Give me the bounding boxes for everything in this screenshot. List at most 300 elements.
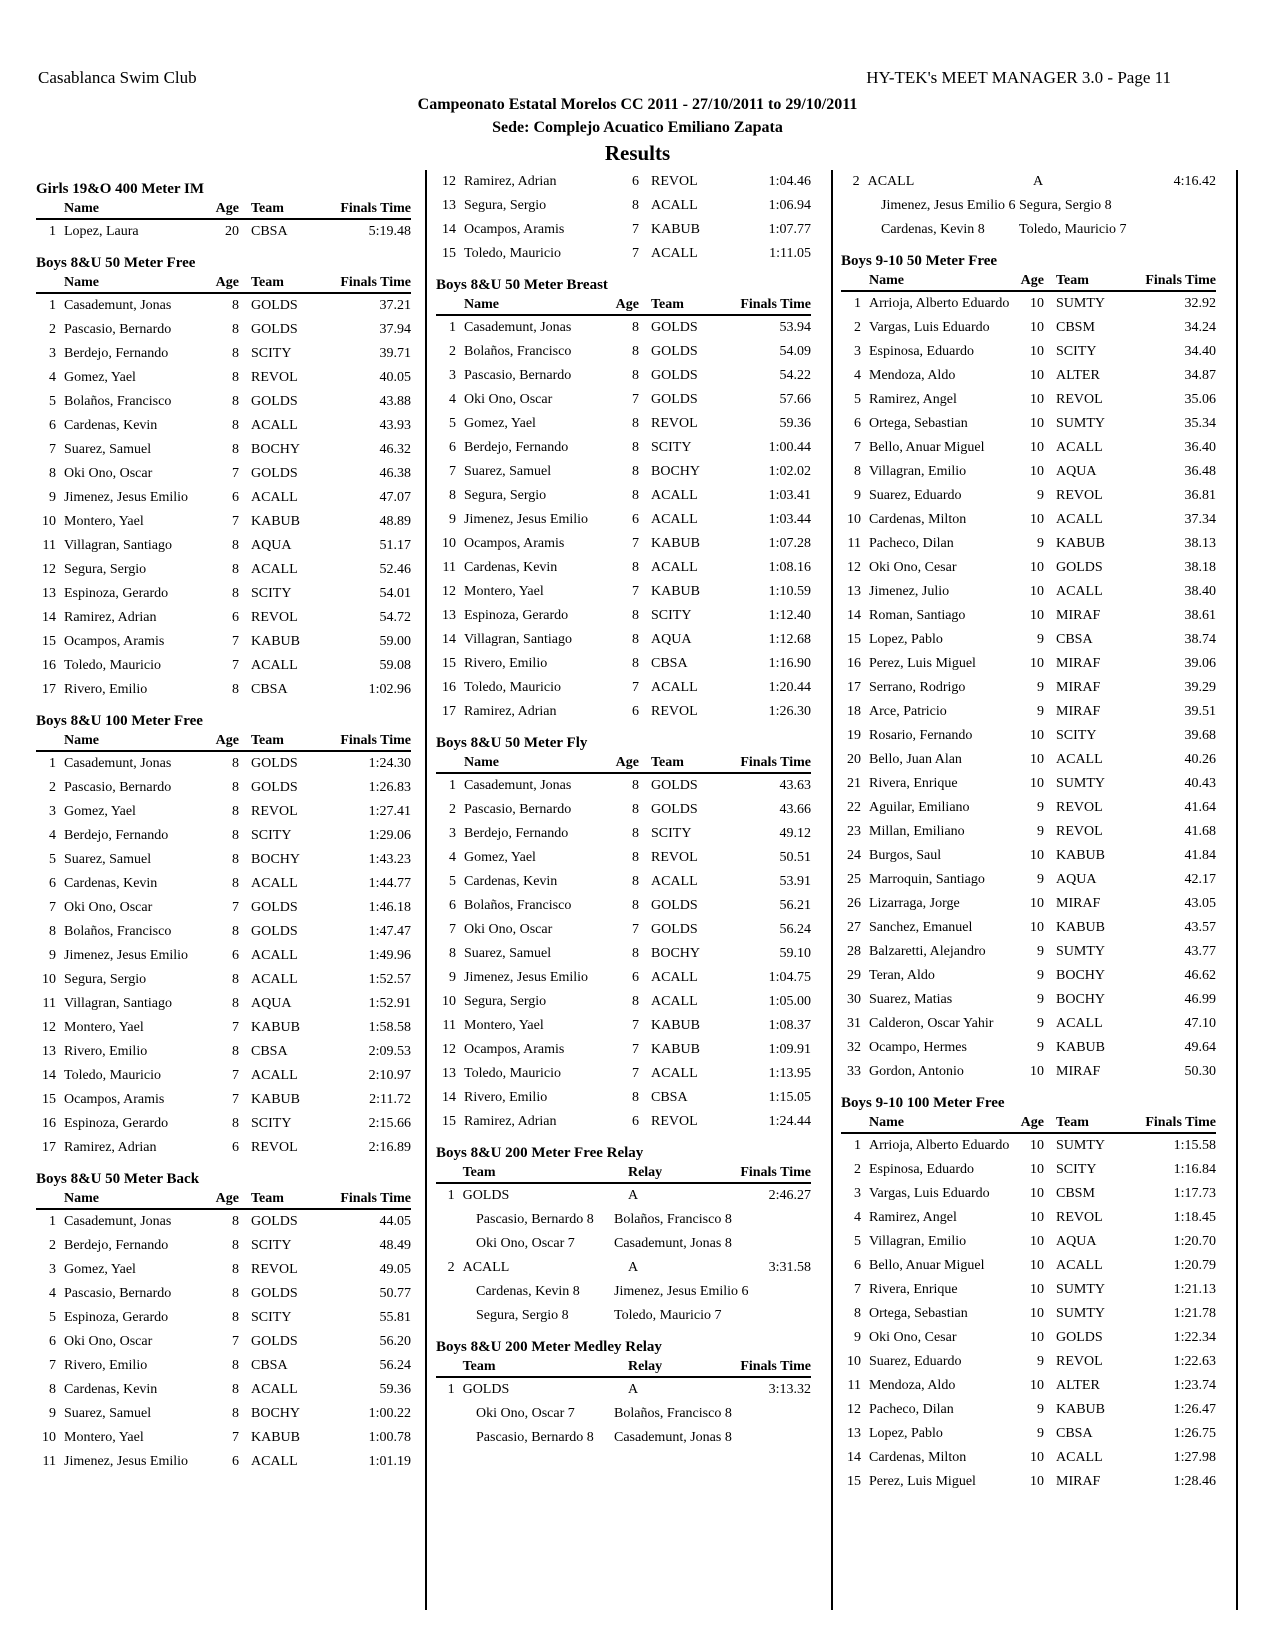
club-name: Casablanca Swim Club: [38, 68, 197, 87]
team-code: REVOL: [651, 416, 698, 431]
finals-time: 54.09: [779, 344, 811, 359]
place: 15: [442, 1114, 456, 1129]
swimmer-age: 7: [232, 1334, 239, 1349]
team-code: BOCHY: [251, 852, 301, 867]
team-code: ACALL: [1056, 440, 1103, 455]
swimmer-age: 7: [232, 900, 239, 915]
swimmer-age: 10: [1030, 728, 1044, 743]
team-code: REVOL: [1056, 824, 1103, 839]
place: 9: [449, 970, 456, 985]
header-relay: Relay: [627, 1165, 663, 1180]
swimmer-name: Lopez, Pablo: [869, 632, 943, 647]
place: 13: [847, 584, 861, 599]
swimmer-age: 20: [225, 224, 239, 239]
relay-team-name: ACALL: [867, 174, 915, 189]
header-age: Age: [1020, 1115, 1044, 1130]
place: 4: [449, 392, 456, 407]
place: 14: [42, 610, 56, 625]
place: 16: [42, 658, 56, 673]
finals-time: 1:08.16: [768, 560, 811, 575]
place: 14: [42, 1068, 56, 1083]
event-title: Girls 19&O 400 Meter IM: [36, 181, 205, 197]
swimmer-age: 8: [232, 1406, 239, 1421]
header-spacer: [841, 271, 869, 290]
swimmer-age: 10: [1030, 1138, 1044, 1153]
swimmer-name: Serrano, Rodrigo: [869, 680, 966, 695]
relay-letter: A: [627, 1188, 639, 1203]
finals-time: 56.21: [779, 898, 811, 913]
place: 2: [449, 344, 456, 359]
swimmer-age: 8: [232, 418, 239, 433]
swimmer-name: Suarez, Samuel: [64, 852, 152, 867]
team-code: ACALL: [651, 994, 698, 1009]
place: 1: [49, 1214, 56, 1229]
team-code: GOLDS: [251, 322, 298, 337]
header-age: Age: [615, 297, 639, 312]
swimmer-name: Ortega, Sebastian: [869, 416, 968, 431]
result-row: [36, 342, 411, 366]
result-row: [36, 1450, 411, 1474]
meet-title: Campeonato Estatal Morelos CC 2011 - 27/10/2011 to 29/10/2011: [417, 96, 858, 113]
meet-site: Sede: Complejo Acuatico Emiliano Zapata: [492, 119, 783, 136]
event-title: Boys 8&U 50 Meter Back: [36, 1171, 200, 1187]
relay-swimmer: Jimenez, Jesus Emilio 6: [881, 198, 1016, 213]
swimmer-age: 9: [1037, 800, 1044, 815]
swimmer-age: 10: [1030, 1306, 1044, 1321]
result-row: [841, 1012, 1216, 1036]
result-row: [841, 724, 1216, 748]
column-divider: [1236, 170, 1238, 1610]
swimmer-age: 8: [232, 1286, 239, 1301]
header-name: Name: [64, 1191, 99, 1206]
place: 4: [49, 828, 56, 843]
finals-time: 36.40: [1184, 440, 1216, 455]
swimmer-name: Villagran, Santiago: [64, 538, 173, 553]
result-row: [436, 460, 811, 484]
result-row: [436, 484, 811, 508]
finals-time: 1:16.84: [1173, 1162, 1216, 1177]
result-row: [841, 340, 1216, 364]
swimmer-age: 8: [232, 1214, 239, 1229]
swimmer-name: Espinosa, Eduardo: [869, 344, 974, 359]
swimmer-age: 7: [232, 514, 239, 529]
finals-time: 1:52.57: [368, 972, 411, 987]
result-row: [36, 896, 411, 920]
place: 6: [49, 1334, 56, 1349]
place: 8: [49, 466, 56, 481]
swimmer-age: 8: [632, 464, 639, 479]
result-row: [436, 942, 811, 966]
header-team: Team: [251, 275, 284, 290]
place: 16: [442, 680, 456, 695]
result-row: [841, 868, 1216, 892]
place: 4: [49, 370, 56, 385]
team-code: SCITY: [251, 1116, 292, 1131]
finals-time: 49.05: [379, 1262, 411, 1277]
finals-time: 43.57: [1184, 920, 1216, 935]
swimmer-age: 7: [632, 1066, 639, 1081]
finals-time: 37.34: [1184, 512, 1216, 527]
finals-time: 34.24: [1184, 320, 1216, 335]
result-row: [436, 676, 811, 700]
header-time: Finals Time: [340, 275, 411, 290]
swimmer-age: 8: [232, 996, 239, 1011]
swimmer-name: Montero, Yael: [64, 1430, 144, 1445]
team-code: ACALL: [651, 874, 698, 889]
place: 6: [49, 418, 56, 433]
team-code: MIRAF: [1056, 680, 1101, 695]
finals-time: 1:22.34: [1173, 1330, 1216, 1345]
column-divider: [425, 170, 427, 1610]
swimmer-name: Espinoza, Gerardo: [64, 1310, 169, 1325]
finals-time: 47.07: [379, 490, 411, 505]
place: 26: [847, 896, 861, 911]
result-row: [841, 292, 1216, 316]
place: 9: [49, 1406, 56, 1421]
swimmer-age: 6: [632, 1114, 639, 1129]
swimmer-age: 7: [632, 392, 639, 407]
swimmer-name: Rivero, Emilio: [464, 1090, 548, 1105]
swimmer-age: 6: [632, 704, 639, 719]
result-row: [36, 1282, 411, 1306]
result-row: [841, 988, 1216, 1012]
finals-time: 2:09.53: [368, 1044, 411, 1059]
team-code: CBSM: [1056, 320, 1095, 335]
swimmer-name: Aguilar, Emiliano: [869, 800, 970, 815]
place: 14: [847, 1450, 861, 1465]
swimmer-name: Segura, Sergio: [464, 488, 547, 503]
header-time: Finals Time: [340, 733, 411, 748]
event-block: [36, 712, 411, 1160]
header-name: Name: [64, 201, 99, 216]
place: 1: [447, 1188, 455, 1203]
header-spacer: [36, 731, 64, 750]
result-row: [36, 630, 411, 654]
result-row: [841, 844, 1216, 868]
result-row: [36, 1306, 411, 1330]
place: 9: [854, 1330, 861, 1345]
place: 2: [854, 1162, 861, 1177]
swimmer-name: Bello, Juan Alan: [869, 752, 962, 767]
swimmer-age: 8: [232, 972, 239, 987]
swimmer-age: 9: [1037, 1040, 1044, 1055]
result-row: [841, 1230, 1216, 1254]
finals-time: 43.66: [779, 802, 811, 817]
header-time: Finals Time: [340, 201, 411, 216]
place: 15: [442, 656, 456, 671]
relay-swimmer: Pascasio, Bernardo 8: [476, 1212, 594, 1227]
team-code: SCITY: [651, 608, 692, 623]
swimmer-age: 8: [632, 560, 639, 575]
swimmer-age: 8: [232, 1262, 239, 1277]
finals-time: 1:11.05: [769, 246, 811, 261]
swimmer-age: 10: [1030, 1474, 1044, 1489]
team-code: ACALL: [651, 198, 698, 213]
place: 7: [49, 1358, 56, 1373]
swimmer-name: Oki Ono, Cesar: [869, 560, 957, 575]
result-row: [841, 628, 1216, 652]
swimmer-name: Vargas, Luis Eduardo: [869, 1186, 990, 1201]
swimmer-name: Montero, Yael: [64, 1020, 144, 1035]
result-row: [436, 870, 811, 894]
team-code: SCITY: [1056, 728, 1097, 743]
swimmer-name: Pascasio, Bernardo: [64, 780, 172, 795]
swimmer-age: 10: [1030, 608, 1044, 623]
finals-time: 39.68: [1184, 728, 1216, 743]
swimmer-age: 6: [632, 174, 639, 189]
result-row: [36, 1234, 411, 1258]
swimmer-age: 10: [1030, 1186, 1044, 1201]
result-row: [841, 916, 1216, 940]
team-code: ALTER: [1056, 368, 1100, 383]
swimmer-age: 7: [232, 1430, 239, 1445]
header-name: Name: [464, 297, 499, 312]
swimmer-name: Rivero, Emilio: [64, 1358, 148, 1373]
team-code: SCITY: [651, 440, 692, 455]
event-title: Boys 8&U 200 Meter Free Relay: [436, 1145, 644, 1161]
finals-time: 44.05: [379, 1214, 411, 1229]
team-code: ALTER: [1056, 1378, 1100, 1393]
team-code: AQUA: [251, 996, 292, 1011]
table-header: [36, 199, 411, 220]
place: 20: [847, 752, 861, 767]
swimmer-name: Lopez, Laura: [64, 224, 139, 239]
table-header: [436, 753, 811, 774]
swimmer-age: 8: [632, 1090, 639, 1105]
swimmer-name: Gordon, Antonio: [869, 1064, 964, 1079]
header-team: Team: [251, 1191, 284, 1206]
result-row: [841, 892, 1216, 916]
place: 11: [442, 1018, 456, 1033]
place: 16: [42, 1116, 56, 1131]
swimmer-age: 9: [1037, 704, 1044, 719]
swimmer-name: Bolaños, Francisco: [464, 898, 572, 913]
team-code: ACALL: [1056, 584, 1103, 599]
relay-swimmer: Pascasio, Bernardo 8: [476, 1430, 594, 1445]
finals-time: 55.81: [379, 1310, 411, 1325]
place: 10: [42, 972, 56, 987]
swimmer-name: Pascasio, Bernardo: [64, 1286, 172, 1301]
place: 9: [49, 490, 56, 505]
result-row: [841, 388, 1216, 412]
relay-swimmer: Casademunt, Jonas 8: [614, 1430, 732, 1445]
team-code: GOLDS: [651, 778, 698, 793]
finals-time: 1:02.02: [768, 464, 811, 479]
place: 8: [49, 924, 56, 939]
finals-time: 50.77: [379, 1286, 411, 1301]
finals-time: 1:22.63: [1173, 1354, 1216, 1369]
header-spacer: [436, 1163, 463, 1182]
result-row: [436, 798, 811, 822]
place: 10: [42, 1430, 56, 1445]
finals-time: 1:20.44: [768, 680, 811, 695]
swimmer-name: Gomez, Yael: [464, 416, 536, 431]
swimmer-name: Rivero, Emilio: [64, 1044, 148, 1059]
swimmer-age: 6: [232, 490, 239, 505]
team-code: GOLDS: [251, 1286, 298, 1301]
relay-swimmer: Oki Ono, Oscar 7: [476, 1406, 575, 1421]
finals-time: 1:12.40: [768, 608, 811, 623]
result-row: [36, 968, 411, 992]
result-row: [36, 606, 411, 630]
swimmer-age: 8: [632, 778, 639, 793]
swimmer-name: Vargas, Luis Eduardo: [869, 320, 990, 335]
event-title: Boys 9-10 50 Meter Free: [841, 253, 998, 269]
finals-time: 34.87: [1184, 368, 1216, 383]
place: 10: [442, 536, 456, 551]
result-row: [841, 964, 1216, 988]
swimmer-age: 7: [232, 658, 239, 673]
place: 12: [847, 560, 861, 575]
place: 6: [854, 1258, 861, 1273]
place: 15: [42, 1092, 56, 1107]
relay-row: [436, 1378, 811, 1402]
result-row: [36, 824, 411, 848]
team-code: REVOL: [251, 1262, 298, 1277]
place: 6: [49, 876, 56, 891]
swimmer-age: 9: [1037, 632, 1044, 647]
swimmer-name: Suarez, Samuel: [64, 1406, 152, 1421]
swimmer-name: Suarez, Matias: [869, 992, 953, 1007]
swimmer-name: Cardenas, Kevin: [64, 1382, 158, 1397]
event-title: Boys 9-10 100 Meter Free: [841, 1095, 1005, 1111]
team-code: KABUB: [651, 536, 701, 551]
finals-time: 50.30: [1184, 1064, 1216, 1079]
team-code: CBSA: [251, 224, 288, 239]
team-code: REVOL: [1056, 488, 1103, 503]
result-row: [36, 510, 411, 534]
swimmer-age: 8: [232, 394, 239, 409]
swimmer-age: 8: [232, 1116, 239, 1131]
place: 1: [447, 1382, 455, 1397]
swimmer-age: 10: [1030, 1064, 1044, 1079]
team-code: CBSA: [251, 1044, 288, 1059]
place: 8: [854, 1306, 861, 1321]
finals-time: 49.12: [779, 826, 811, 841]
swimmer-age: 10: [1030, 1330, 1044, 1345]
team-code: GOLDS: [651, 368, 698, 383]
swimmer-name: Ramirez, Adrian: [464, 174, 557, 189]
finals-time: 46.62: [1184, 968, 1216, 983]
place: 22: [847, 800, 861, 815]
place: 10: [847, 1354, 861, 1369]
team-code: KABUB: [651, 584, 701, 599]
place: 11: [442, 560, 456, 575]
header-team: Team: [651, 755, 684, 770]
swimmer-age: 8: [232, 562, 239, 577]
result-row: [841, 556, 1216, 580]
result-row: [841, 676, 1216, 700]
swimmer-name: Oki Ono, Oscar: [464, 392, 553, 407]
swimmer-age: 10: [1030, 1450, 1044, 1465]
team-code: CBSA: [251, 1358, 288, 1373]
place: 14: [442, 1090, 456, 1105]
swimmer-age: 6: [232, 948, 239, 963]
place: 12: [847, 1402, 861, 1417]
swimmer-name: Villagran, Emilio: [869, 1234, 967, 1249]
result-row: [436, 556, 811, 580]
finals-time: 36.48: [1184, 464, 1216, 479]
swimmer-name: Casademunt, Jonas: [64, 298, 172, 313]
finals-time: 1:44.77: [368, 876, 411, 891]
finals-time: 1:05.00: [768, 994, 811, 1009]
relay-swimmers-row: [436, 1280, 811, 1304]
finals-time: 43.63: [779, 778, 811, 793]
event-block: [36, 1170, 411, 1474]
finals-time: 57.66: [779, 392, 811, 407]
place: 12: [442, 174, 456, 189]
team-code: AQUA: [1056, 1234, 1097, 1249]
swimmer-name: Perez, Luis Miguel: [869, 656, 976, 671]
result-row: [841, 1302, 1216, 1326]
swimmer-age: 7: [632, 1042, 639, 1057]
team-code: ACALL: [1056, 1258, 1103, 1273]
swimmer-age: 8: [632, 440, 639, 455]
table-header: [436, 1357, 811, 1378]
place: 13: [42, 586, 56, 601]
place: 3: [49, 346, 56, 361]
header-team: Team: [1056, 1115, 1089, 1130]
finals-time: 38.74: [1184, 632, 1216, 647]
swimmer-age: 8: [232, 1358, 239, 1373]
relay-swimmers-row: [436, 1208, 811, 1232]
place: 23: [847, 824, 861, 839]
relay-team-name: GOLDS: [462, 1188, 510, 1203]
table-header: [436, 1163, 811, 1184]
team-code: BOCHY: [1056, 968, 1106, 983]
results-column-3: [841, 170, 1216, 1494]
swimmer-name: Oki Ono, Oscar: [64, 1334, 153, 1349]
place: 15: [847, 632, 861, 647]
place: 5: [49, 852, 56, 867]
swimmer-age: 6: [232, 610, 239, 625]
table-header: [36, 273, 411, 294]
place: 1: [854, 1138, 861, 1153]
swimmer-age: 9: [1037, 944, 1044, 959]
finals-time: 39.06: [1184, 656, 1216, 671]
swimmer-name: Bolaños, Francisco: [64, 394, 172, 409]
team-code: AQUA: [1056, 464, 1097, 479]
table-header: [841, 1113, 1216, 1134]
finals-time: 1:49.96: [368, 948, 411, 963]
swimmer-name: Cardenas, Milton: [869, 1450, 967, 1465]
header-name: Name: [869, 1115, 904, 1130]
finals-time: 42.17: [1184, 872, 1216, 887]
finals-time: 1:23.74: [1173, 1378, 1216, 1393]
header-team: Team: [251, 733, 284, 748]
place: 3: [449, 826, 456, 841]
swimmer-name: Oki Ono, Oscar: [64, 900, 153, 915]
finals-time: 37.94: [379, 322, 411, 337]
finals-time: 54.22: [779, 368, 811, 383]
header-time: Finals Time: [740, 297, 811, 312]
place: 13: [442, 608, 456, 623]
swimmer-name: Jimenez, Jesus Emilio: [464, 970, 589, 985]
result-row: [436, 580, 811, 604]
place: 17: [42, 682, 56, 697]
result-row: [436, 990, 811, 1014]
result-row: [841, 1398, 1216, 1422]
swimmer-name: Ocampos, Aramis: [464, 1042, 565, 1057]
result-row: [841, 436, 1216, 460]
event-title: Boys 8&U 50 Meter Breast: [436, 277, 608, 293]
swimmer-name: Ramirez, Angel: [869, 392, 957, 407]
relay-swimmer: Bolaños, Francisco 8: [614, 1406, 732, 1421]
swimmer-age: 8: [232, 804, 239, 819]
team-code: GOLDS: [251, 900, 298, 915]
result-row: [436, 822, 811, 846]
result-row: [436, 1086, 811, 1110]
